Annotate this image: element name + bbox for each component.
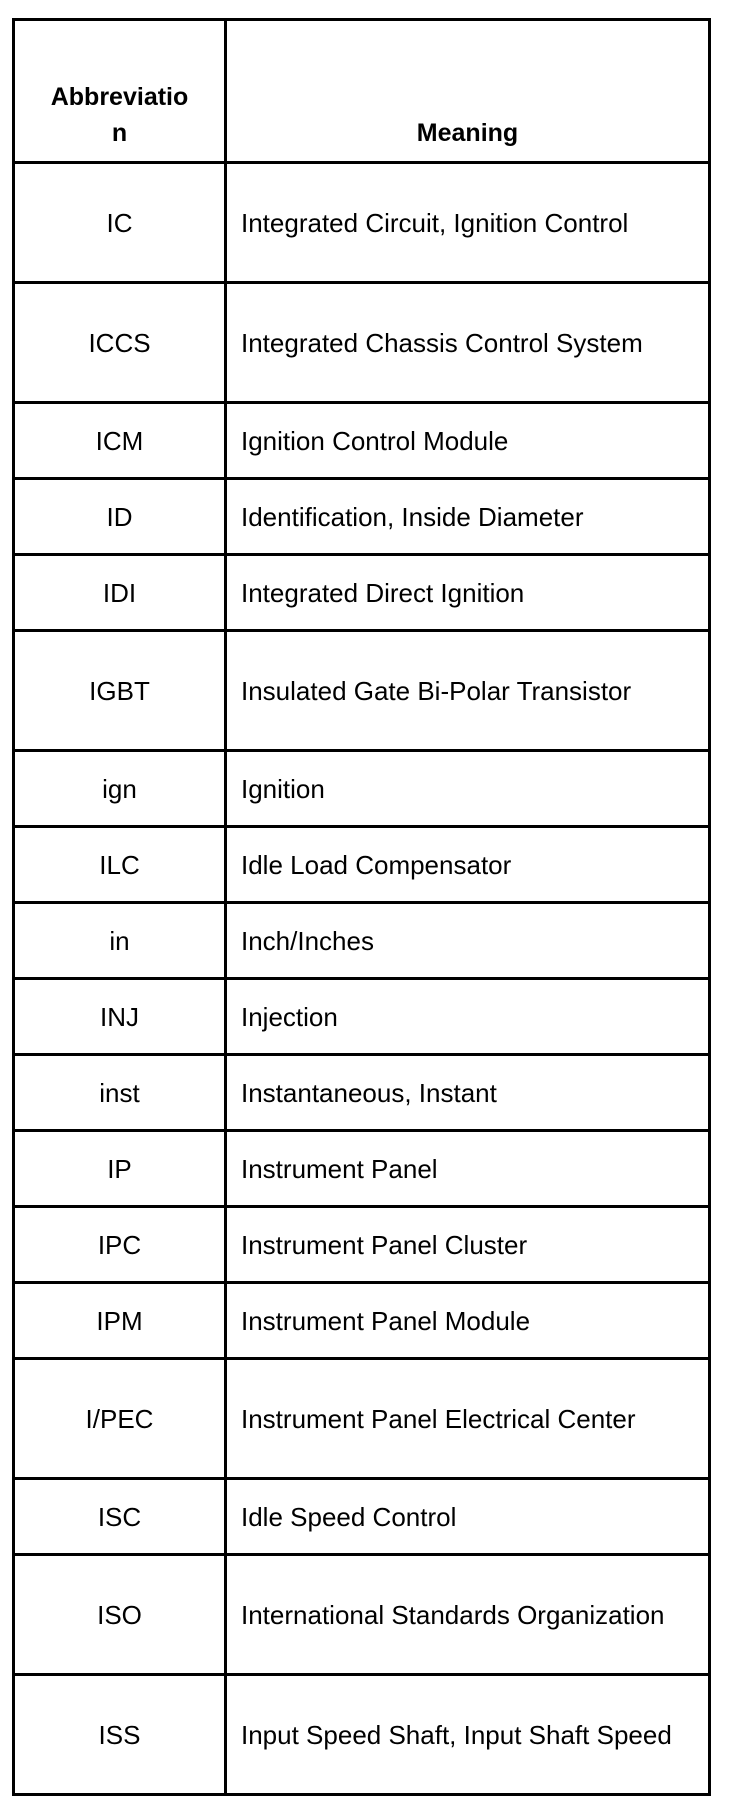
abbreviation-cell: inst xyxy=(14,1055,226,1131)
table-row xyxy=(14,903,710,979)
abbreviation-cell: I/PEC xyxy=(14,1359,226,1479)
table-row xyxy=(14,479,710,555)
meaning-cell: Integrated Direct Ignition xyxy=(226,555,710,631)
meaning-cell: Instrument Panel Cluster xyxy=(226,1207,710,1283)
meaning-cell: Ignition Control Module xyxy=(226,403,710,479)
table-row xyxy=(14,1359,710,1479)
meaning-column-header: Meaning xyxy=(226,20,710,163)
meaning-cell: Inch/Inches xyxy=(226,903,710,979)
abbreviation-cell: IC xyxy=(14,163,226,283)
table-row xyxy=(14,1675,710,1795)
meaning-cell: Instrument Panel xyxy=(226,1131,710,1207)
table-row xyxy=(14,1055,710,1131)
table-row xyxy=(14,751,710,827)
abbreviation-cell: ICM xyxy=(14,403,226,479)
table-row xyxy=(14,979,710,1055)
table-row xyxy=(14,1207,710,1283)
meaning-cell: Instrument Panel Electrical Center xyxy=(226,1359,710,1479)
abbreviation-cell: IPM xyxy=(14,1283,226,1359)
abbreviation-cell: ID xyxy=(14,479,226,555)
abbreviation-table xyxy=(12,18,711,1796)
abbreviation-cell: ISC xyxy=(14,1479,226,1555)
meaning-cell: International Standards Organization xyxy=(226,1555,710,1675)
meaning-cell: Input Speed Shaft, Input Shaft Speed xyxy=(226,1675,710,1795)
abbreviation-cell: IP xyxy=(14,1131,226,1207)
abbreviation-cell: ign xyxy=(14,751,226,827)
abbreviation-cell: IDI xyxy=(14,555,226,631)
abbreviation-cell: ICCS xyxy=(14,283,226,403)
meaning-cell: Instrument Panel Module xyxy=(226,1283,710,1359)
table-row xyxy=(14,403,710,479)
header-row xyxy=(14,20,710,163)
meaning-cell: Identification, Inside Diameter xyxy=(226,479,710,555)
meaning-cell: Integrated Chassis Control System xyxy=(226,283,710,403)
table-row xyxy=(14,163,710,283)
abbreviation-cell: ISO xyxy=(14,1555,226,1675)
table-row xyxy=(14,1479,710,1555)
abbreviation-header-label: Abbreviation xyxy=(50,83,189,147)
table-row xyxy=(14,631,710,751)
abbreviation-cell: INJ xyxy=(14,979,226,1055)
meaning-cell: Idle Speed Control xyxy=(226,1479,710,1555)
abbreviation-cell: in xyxy=(14,903,226,979)
abbreviation-cell: ISS xyxy=(14,1675,226,1795)
meaning-cell: Ignition xyxy=(226,751,710,827)
table-row xyxy=(14,1131,710,1207)
abbreviation-cell: IPC xyxy=(14,1207,226,1283)
table-row xyxy=(14,1555,710,1675)
table-row xyxy=(14,555,710,631)
abbreviation-cell: ILC xyxy=(14,827,226,903)
meaning-cell: Instantaneous, Instant xyxy=(226,1055,710,1131)
table-row xyxy=(14,827,710,903)
abbreviation-column-header xyxy=(14,20,226,163)
abbreviation-cell: IGBT xyxy=(14,631,226,751)
meaning-cell: Injection xyxy=(226,979,710,1055)
meaning-cell: Idle Load Compensator xyxy=(226,827,710,903)
meaning-cell: Integrated Circuit, Ignition Control xyxy=(226,163,710,283)
meaning-cell: Insulated Gate Bi-Polar Transistor xyxy=(226,631,710,751)
table-row xyxy=(14,1283,710,1359)
table-row xyxy=(14,283,710,403)
